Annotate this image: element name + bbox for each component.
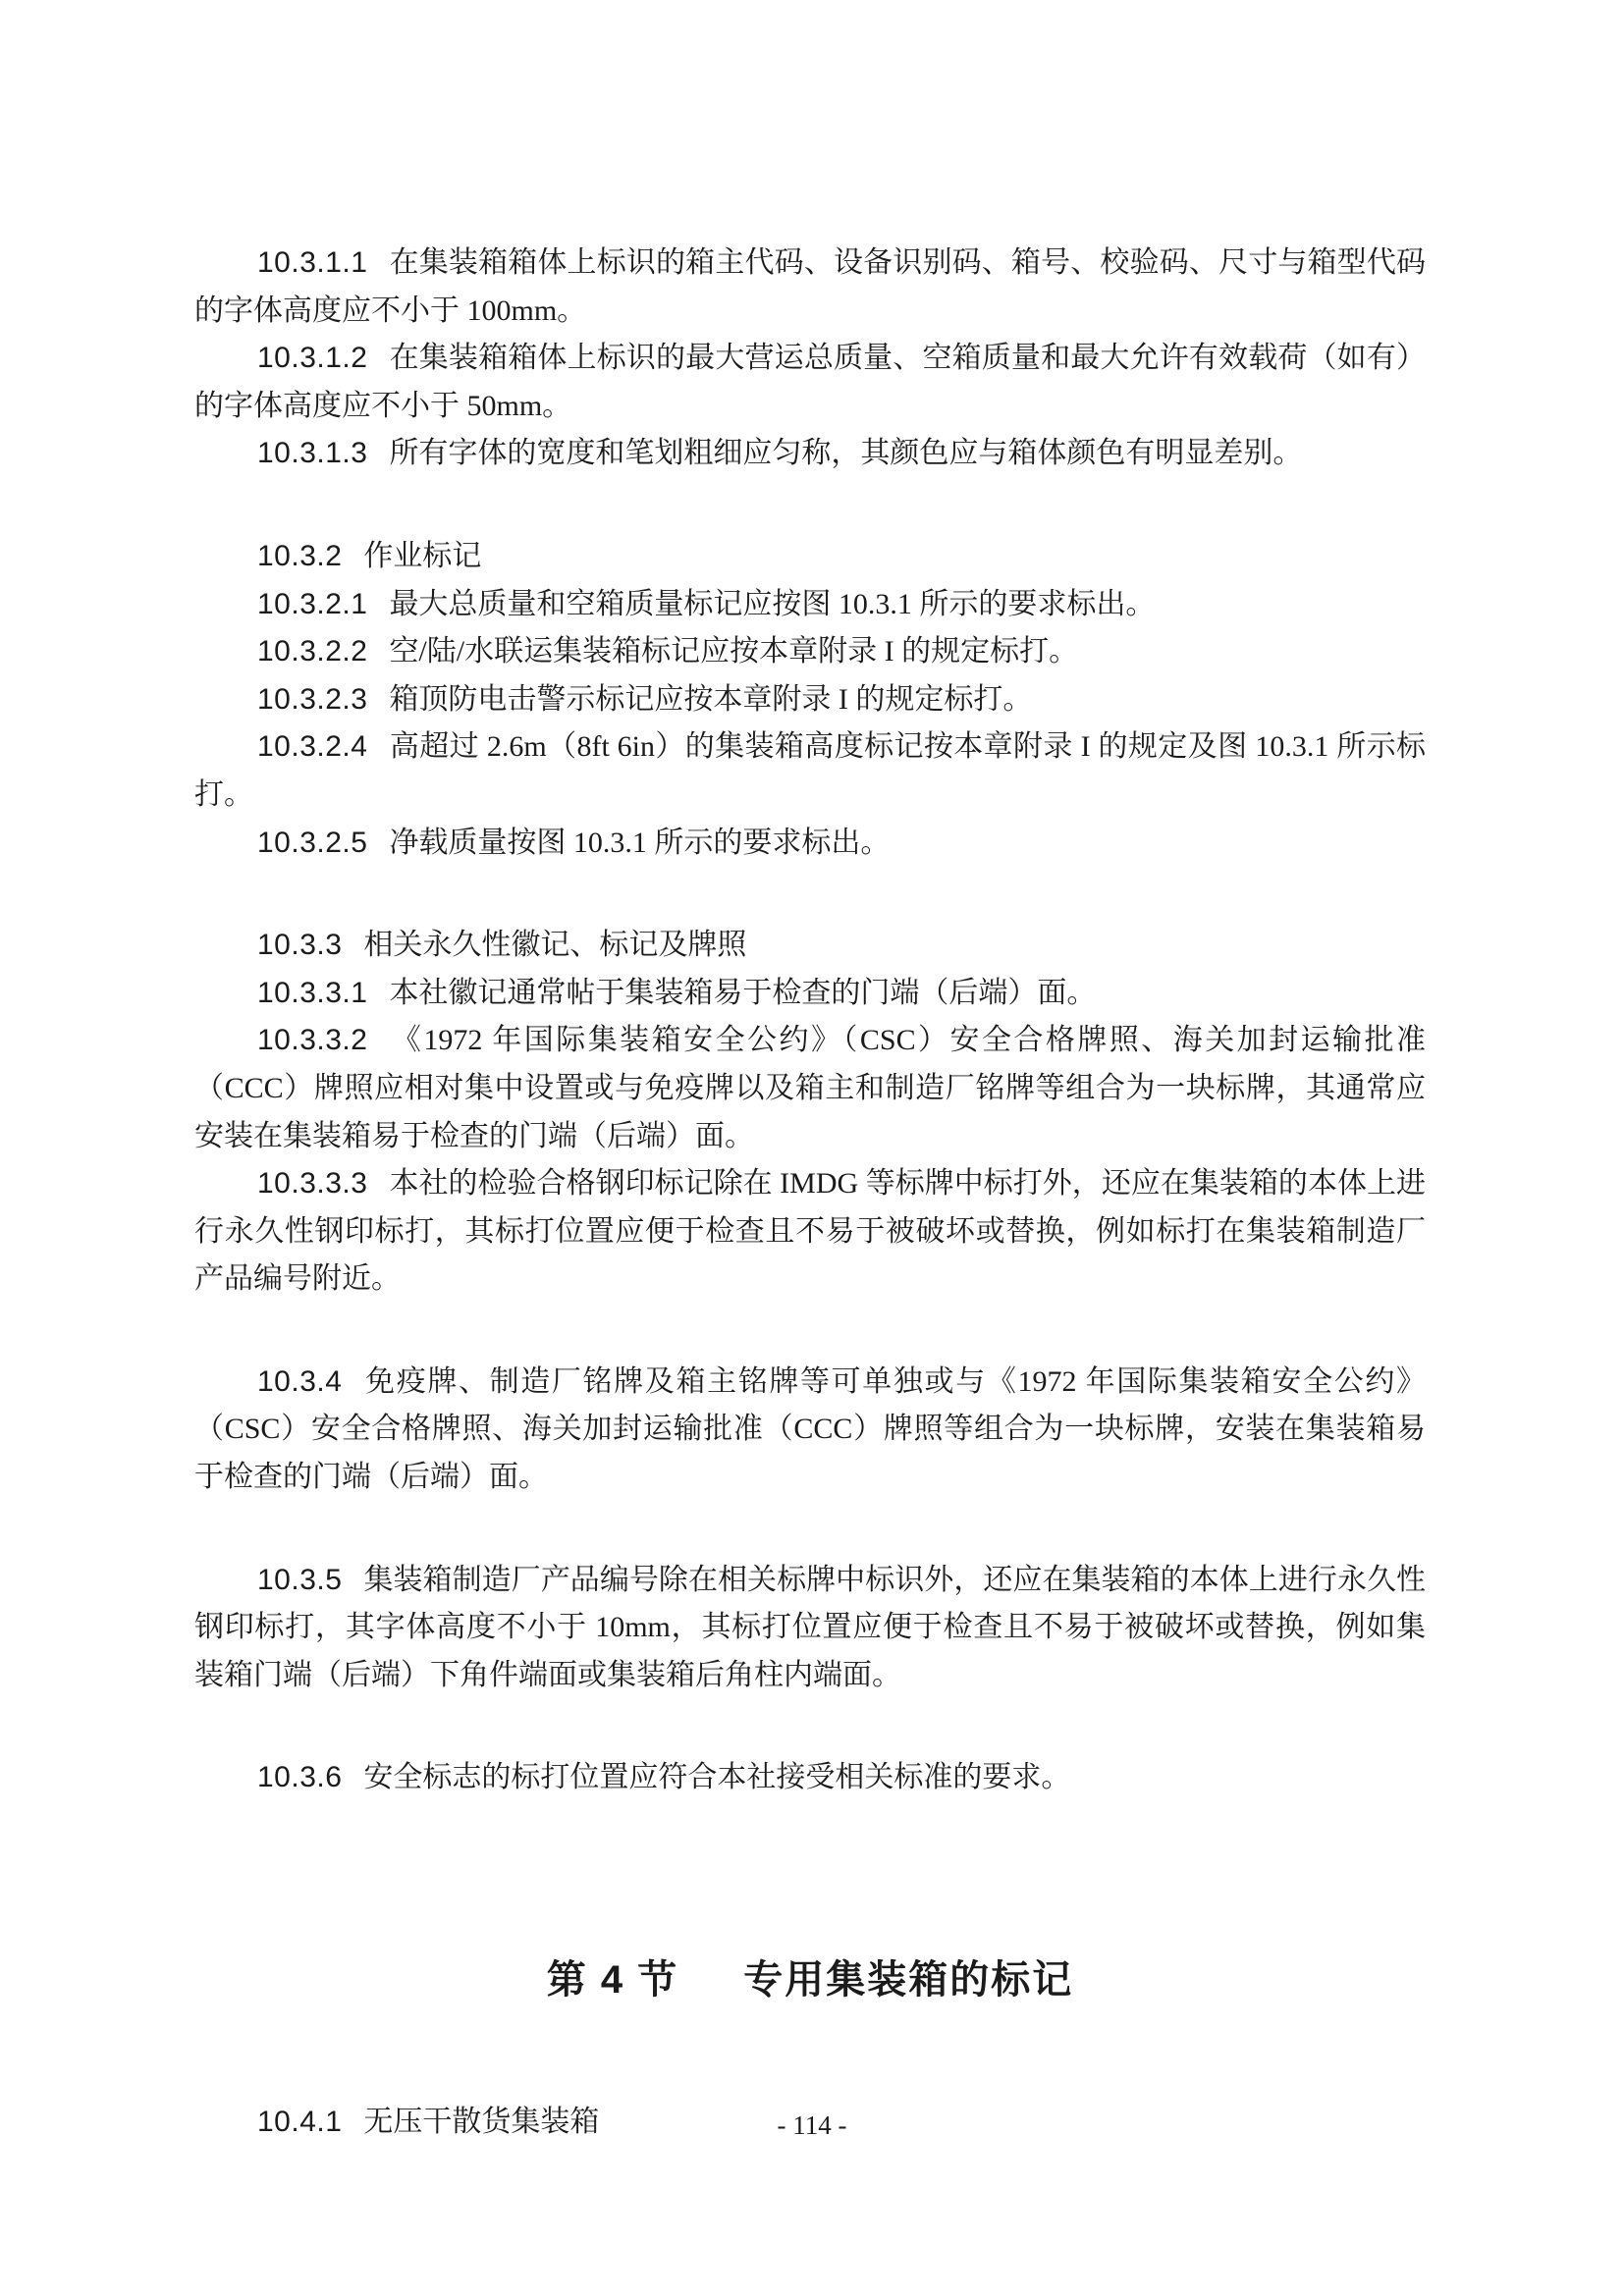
section-number: 10.3.5 xyxy=(257,1563,343,1596)
paragraph xyxy=(194,430,1426,478)
section-number: 10.3.2.1 xyxy=(257,587,368,620)
paragraph-text: 免疫牌、制造厂铭牌及箱主铭牌等可单独或与《1972 年国际集装箱安全公约》（CSC）安全合格牌照、海关加封运输批准（CCC）牌照等组合为一块标牌，安装在集装箱易于检查的门端（后端）面。 xyxy=(194,1364,1426,1494)
section-number: 10.3.1.1 xyxy=(257,246,368,279)
subsection-number: 10.4.1 xyxy=(257,2106,343,2139)
paragraph xyxy=(194,1557,1426,1700)
paragraph-text: 集装箱制造厂产品编号除在相关标牌中标识外，还应在集装箱的本体上进行永久性钢印标打，其字体高度不小于 10mm，其标打位置应便于检查且不易于被破坏或替换，例如集装箱门端（后端）下角件端面或集装箱后角柱内端面。 xyxy=(194,1563,1426,1691)
paragraph xyxy=(194,240,1426,335)
section-number: 10.3.2.5 xyxy=(257,826,368,859)
section-number: 10.3.3.3 xyxy=(257,1167,368,1201)
section-number: 10.3.1.3 xyxy=(257,437,368,470)
paragraph xyxy=(194,533,1426,581)
section-heading-title: 专用集装箱的标记 xyxy=(743,1958,1074,2002)
section-number: 10.3.2.3 xyxy=(257,682,368,716)
paragraph-text: 在集装箱箱体上标识的最大营运总质量、空箱质量和最大允许有效载荷（如有）的字体高度应不小于 50mm。 xyxy=(194,342,1426,422)
section-number: 10.3.2 xyxy=(257,539,343,572)
subsection-text: 无压干散货集装箱 xyxy=(363,2106,600,2139)
paragraph-text: 所有字体的宽度和笔划粗细应匀称，其颜色应与箱体颜色有明显差别。 xyxy=(389,437,1303,470)
paragraph-text: 本社的检验合格钢印标记除在 IMDG 等标牌中标打外，还应在集装箱的本体上进行永久性钢印标打，其标打位置应便于检查且不易于被破坏或替换，例如标打在集装箱制造厂产品编号附近。 xyxy=(194,1167,1426,1296)
paragraph-text: 《1972 年国际集装箱安全公约》（CSC）安全合格牌照、海关加封运输批准（CCC）牌照应相对集中设置或与免疫牌以及箱主和制造厂铭牌等组合为一块标牌，其通常应安装在集装箱易于检查的门端（后端）面。 xyxy=(194,1024,1426,1152)
paragraph-text: 高超过 2.6m（8ft 6in）的集装箱高度标记按本章附录 I 的规定及图 10.3.1 所示标打。 xyxy=(194,730,1426,811)
page-number: - 114 - xyxy=(777,2110,847,2140)
paragraph xyxy=(194,628,1426,676)
paragraph-text: 净载质量按图 10.3.1 所示的要求标出。 xyxy=(389,826,891,859)
paragraph-text: 空/陆/水联运集装箱标记应按本章附录 I 的规定标打。 xyxy=(389,635,1079,668)
paragraph xyxy=(194,922,1426,970)
paragraph-text: 相关永久性徽记、标记及牌照 xyxy=(363,929,747,962)
section-number: 10.3.6 xyxy=(257,1761,343,1794)
paragraph xyxy=(194,1754,1426,1802)
section-heading xyxy=(194,1951,1426,2008)
paragraph xyxy=(194,581,1426,629)
paragraph xyxy=(194,723,1426,819)
paragraph xyxy=(194,1017,1426,1160)
section-heading-number: 第 4 节 xyxy=(546,1958,679,2002)
paragraph-text: 最大总质量和空箱质量标记应按图 10.3.1 所示的要求标出。 xyxy=(389,587,1156,620)
paragraph-text: 箱顶防电击警示标记应按本章附录 I 的规定标打。 xyxy=(389,682,1033,716)
section-number: 10.3.2.4 xyxy=(257,730,368,764)
section-number: 10.3.3.2 xyxy=(257,1024,368,1057)
paragraph xyxy=(194,335,1426,430)
paragraph-text: 本社徽记通常帖于集装箱易于检查的门端（后端）面。 xyxy=(389,976,1097,1009)
section-number: 10.3.4 xyxy=(257,1364,343,1398)
paragraph-text: 安全标志的标打位置应符合本社接受相关标准的要求。 xyxy=(363,1761,1071,1794)
paragraph xyxy=(194,676,1426,724)
section-number: 10.3.1.2 xyxy=(257,342,368,375)
section-number: 10.3.2.2 xyxy=(257,635,368,668)
document-body xyxy=(194,240,1426,2147)
paragraph-text: 作业标记 xyxy=(363,539,482,572)
paragraph xyxy=(194,1359,1426,1502)
paragraph xyxy=(194,970,1426,1018)
paragraph-list xyxy=(194,240,1426,1802)
paragraph xyxy=(194,1160,1426,1304)
paragraph-text: 在集装箱箱体上标识的箱主代码、设备识别码、箱号、校验码、尺寸与箱型代码的字体高度应不小于 100mm。 xyxy=(194,246,1426,327)
section-number: 10.3.3.1 xyxy=(257,976,368,1009)
paragraph xyxy=(194,820,1426,868)
section-number: 10.3.3 xyxy=(257,929,343,962)
